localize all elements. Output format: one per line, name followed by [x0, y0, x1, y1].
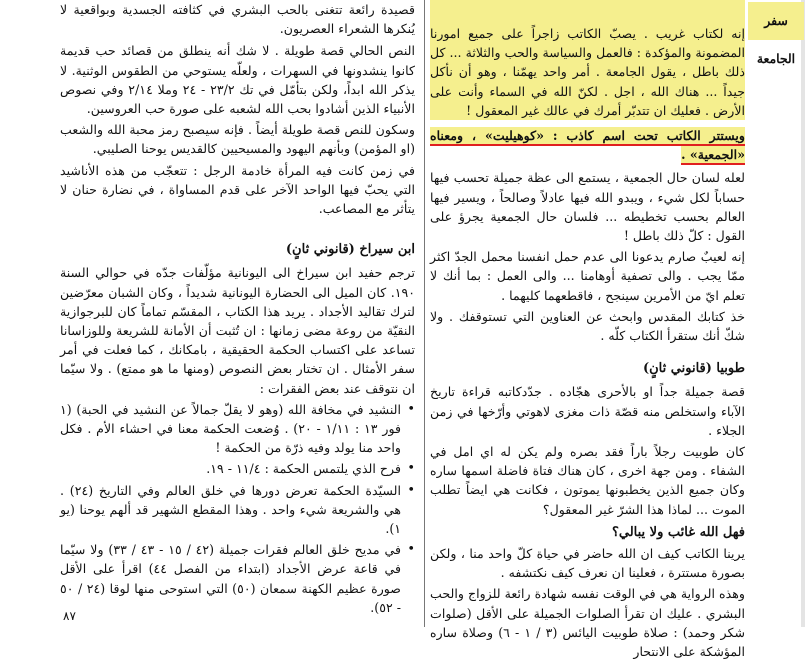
list-item: • السيّدة الحكمة تعرض دورها في خلق العالم وفي التاريخ (٢٤) . هي والشريعة شيء واحد . وهذا المقطع الشهير قد ألهم يوحنا (يو ١). [60, 481, 415, 539]
list-item: • فرح الذي يلتمس الحكمة : ١١/٤ - ١٩. [60, 459, 415, 478]
paragraph-god-hidden: يرينا الكاتب كيف ان الله حاضر في حياة كلّ واحد منا ، ولكن بصورة مستترة ، فعلينا ان نعرف كيف نكتشفه . [430, 546, 745, 581]
column-divider [424, 0, 425, 627]
paragraph-marriage-prayers: وهذه الرواية هي في الوقت نفسه شهادة رائعة للزواج والحب البشري . عليك ان تقرأ الصلوات الجميلة على الأقل (صلوات شكر وحمد) : صلاة طوبيت اليائس (٣ / ١ - ٦) وصلاة ساره المؤشكة على الانتحار [430, 586, 746, 660]
right-column [430, 0, 745, 663]
left-column [60, 0, 415, 619]
paragraph-warning: إنه لعيبٌ صارم يدعونا الى عدم حمل انفسنا محمل الجدّ اكثر ممّا يجب . والى تصفية أوهامنا ... والى العمل : بما أنك لا تعلم ايّ من الأمرين سينجح ، فاقطعهما كليهما . [430, 249, 745, 303]
highlighted-author-sentence: ويستتر الكاتب تحت اسم كاذب : «كوهيليت» ، ومعناه «الجمعية» . [430, 127, 745, 165]
sirach-passages-list [60, 400, 415, 617]
heading-tobit: طوبيا (قانوني ثانٍ) [642, 361, 745, 377]
paragraph-song-conclusion: قصيدة رائعة تتغنى بالحب البشري في كثافته الجسدية وبواقعية لا يُنكرها الشعراء العصريون. [60, 2, 415, 37]
highlighted-intro-block [430, 0, 745, 120]
paragraph-sirach-intro: ترجم حفيد ابن سيراخ الى اليونانية مؤلّفات جدّه في حوالي السنة ١٩٠. كان الميل الى الحضارة اليونانية شديداً ، وكان الشبان معرّضين لترك تقاليد الأجداد . يريد هذا الكتاب ، المقسّم تماماً كان للبرجوازية النقيّة من روعة مضى زمانها : ان تُثبت أن الأمانة للشريعة وللوزاسانا تساعد على اكتساب الحكمة الحقيقية ، بامكانك ، كما فعلت في أمر سفر الأمثال . ان تختار بعض النصوص (ومنها ما هو ممتع) . ولا سيّما ان نتوقف عند بعض الفقرات : [60, 265, 415, 396]
paragraph-read-bible: خذ كتابك المقدس وابحث عن العناوين التي تستوقفك . ولا شكّ أنك ستقرأ الكتاب كلّه . [430, 308, 745, 344]
paragraph-song-equality: في زمن كانت فيه المرأة خادمة الرجل : تتعجّب من هذه الأناشيد التي يحبّ فيها الواحد الآخر على قدم المساواة ، في نضارة حنان لا يتأثر مع المصاعب. [60, 162, 415, 217]
heading-question: فهل الله غائب ولا يبالي؟ [611, 524, 745, 540]
page-number: ٨٧ [63, 609, 76, 623]
paragraph-song-origins: النص الحالي قصة طويلة . لا شك أنه ينطلق من قصائد حب قديمة كانوا ينشدونها في السهرات ، ولعلّه يستوحي من الطقوس الوثنية. لا يذكر الله ابداً، ولكن بتأمّل في تك ٢٣/٢ - ٢٤ وملا ٢/١٤ وفي نصوص الأنبياء الذين أشادوا بحب الله لشعبه على صورة حب العروسين. [60, 43, 415, 117]
list-item: • النشيد في مخافة الله (وهو لا يقلّ جمالاً عن النشيد في الحبة) (١ فور ١٣ : ١/١١ - ٢٠) . وُضعت الحكمة معنا في احشاء الأم . فكل واحد منا يولد وفيه ذرّة من الحكمة ! [60, 400, 415, 458]
paragraph-tobit-story: كان طوبيت رجلاً باراً فقد بصره ولم يكن له اي امل في الشفاء . ومن جهة اخرى ، كان هناك فتاة فاضلة اسمها ساره وكان جميع الذين يخطبونها يموتون ، فكانت هي ايضاً تطلب الموت ... لماذا هذا الشرّ غير المعقول؟ [430, 444, 745, 517]
paragraph-ecclesiastes-intro: إنه لكتاب غريب . يصبّ الكاتب زاجراً على جميع امورنا المضمونة والمؤكدة : فالعمل والسياسة والحب والثلاثة ... كل ذلك باطل ، يقول الجامعة . أمر واحد يهمّنا ، وهو أن نأكل جيداً ... هناك الله ، اجل . لكنّ الله في السماء وأنت على الأرض . فعليك ان تتدبّر أمرك في عالك غير المعقول ! [430, 26, 745, 118]
heading-sirach: ابن سيراخ (قانوني ثانٍ) [285, 242, 415, 258]
paragraph-assembly-voice: لعله لسان حال الجمعية ، يستمع الى عظة جميلة تحسب فيها حساباً لكل شيء ، ويبدو الله فيها عادلاً وصالحاً ، ويسير فيها العالم بحسب تخطيطه ... فلسان حال الجمعية يجرؤ على القول : كلّ ذلك باطل ! [430, 170, 745, 244]
paragraph-song-symbol: وسكون للنص قصة طويلة أيضاً . فإنه سيصبح رمز محبة الله والشعب (او المؤمن) وبأنهم اليهود والمسيحيين كالقديس يوحنا الصليبي. [60, 122, 415, 157]
list-item: • في مديح خلق العالم فقرات جميلة (٤٢ / ١٥ - ٤٣ / ٣٣) ولا سيّما في قاعة عرض الأجداد (ابتداء من الفصل ٤٤) اقرأ على الأقل صورة عظيم الكهنة سمعان (٥٠) التي استوحى منها لوقا (٢٤ / ٥٠ - ٥٢). [60, 540, 415, 617]
scrollbar-track[interactable] [801, 0, 805, 627]
paragraph-tobit-intro: قصة جميلة جداً او بالأحرى هجّاده . جدّدكاتبه قراءة تاريخ الآباء واستخلص منه قصّة ذات مغزى لاهوتي وأرّخها في زمن الجلاء . [430, 384, 745, 438]
book-title-box: سفر الجامعة [748, 2, 804, 40]
